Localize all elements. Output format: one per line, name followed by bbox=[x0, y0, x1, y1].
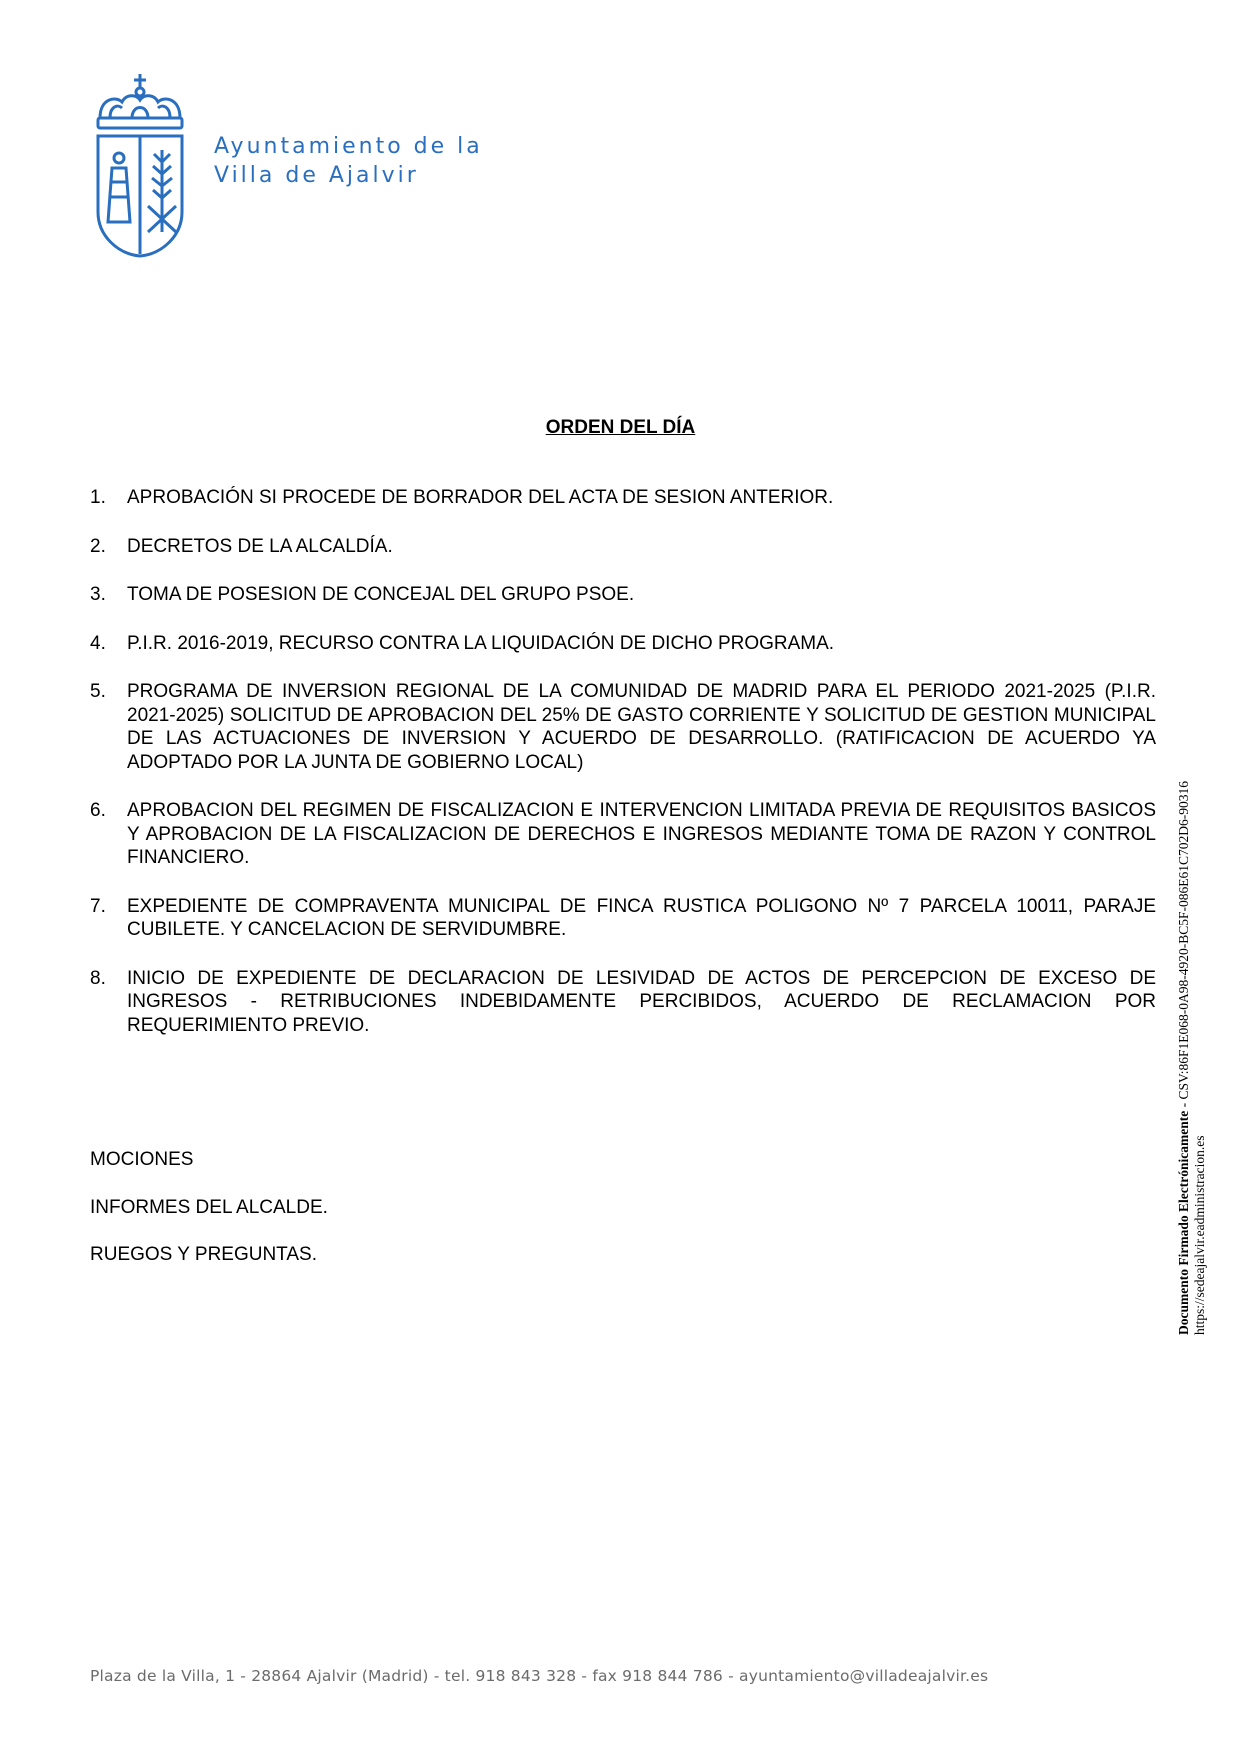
stamp-url[interactable]: https://sedeajalvir.eadministracion.es bbox=[1192, 1135, 1207, 1335]
agenda-item-number: 1. bbox=[90, 487, 106, 508]
closing-sections bbox=[90, 1148, 328, 1291]
section-ruegos: RUEGOS Y PREGUNTAS. bbox=[90, 1244, 317, 1265]
agenda-item bbox=[90, 583, 1156, 607]
organization-name bbox=[214, 132, 483, 190]
section-informes: INFORMES DEL ALCALDE. bbox=[90, 1196, 328, 1218]
agenda-item bbox=[90, 799, 1156, 870]
agenda-item-text: APROBACIÓN SI PROCEDE DE BORRADOR DEL ACTA DE SESION ANTERIOR. bbox=[127, 487, 834, 508]
page-title: ORDEN DEL DÍA bbox=[545, 417, 696, 438]
agenda-item bbox=[90, 486, 1156, 510]
stamp-csv: - CSV:86F1E068-0A98-4920-BC5F-086E61C702D6-90316 bbox=[1176, 781, 1191, 1111]
agenda-item-number: 2. bbox=[90, 535, 106, 557]
section-mociones: MOCIONES bbox=[90, 1149, 194, 1170]
agenda-item-text: EXPEDIENTE DE COMPRAVENTA MUNICIPAL DE FINCA RUSTICA POLIGONO Nº 7 PARCELA 10011, PARAJE CUBILETE. Y CANCELACION DE SERVIDUMBRE. bbox=[127, 895, 1156, 940]
agenda-item bbox=[90, 680, 1156, 774]
agenda-item-number: 4. bbox=[90, 632, 106, 654]
org-name-line2: Villa de Ajalvir bbox=[214, 163, 419, 188]
agenda-item-text: APROBACION DEL REGIMEN DE FISCALIZACION E INTERVENCION LIMITADA PREVIA DE REQUISITOS BASICOS Y APROBACION DE LA FISCALIZACION DE DERECHOS E INGRESOS MEDIANTE TOMA DE RAZON Y CONTROL FINANCIERO. bbox=[127, 800, 1156, 868]
agenda-item-text: TOMA DE POSESION DE CONCEJAL DEL GRUPO PSOE. bbox=[127, 584, 635, 605]
signature-stamp bbox=[1176, 781, 1208, 1335]
agenda-list bbox=[90, 486, 1156, 1062]
agenda-item bbox=[90, 967, 1156, 1038]
agenda-item-number: 8. bbox=[90, 967, 106, 989]
agenda-item bbox=[90, 535, 1156, 559]
agenda-item-number: 6. bbox=[90, 800, 106, 821]
agenda-item-text: PROGRAMA DE INVERSION REGIONAL DE LA COMUNIDAD DE MADRID PARA EL PERIODO 2021-2025 (P.I.R. 2021-2025) SOLICITUD DE APROBACION DEL 25% DE GASTO CORRIENTE Y SOLICITUD DE GESTION MUNICIPAL DE LAS ACTUACIONES DE INVERSION Y ACUERDO DE DESARROLLO. (RATIFICACION DE ACUERDO YA ADOPTADO POR LA JUNTA DE GOBIERNO LOCAL) bbox=[127, 681, 1156, 773]
agenda-item-text: DECRETOS DE LA ALCALDÍA. bbox=[127, 535, 393, 557]
footer-contact: Plaza de la Villa, 1 - 28864 Ajalvir (Madrid) - tel. 918 843 328 - fax 918 844 786 - ayuntamiento@villadeajalvir.es bbox=[90, 1667, 989, 1685]
stamp-line1 bbox=[1176, 781, 1192, 1335]
stamp-label: Documento Firmado Electrónicamente bbox=[1176, 1110, 1191, 1335]
agenda-item bbox=[90, 895, 1156, 942]
coat-of-arms-icon bbox=[92, 72, 188, 258]
agenda-item-number: 5. bbox=[90, 681, 106, 702]
agenda-item-number: 3. bbox=[90, 584, 106, 605]
agenda-item-number: 7. bbox=[90, 895, 106, 917]
org-name-line1: Ayuntamiento de la bbox=[214, 134, 483, 159]
agenda-item-text: INICIO DE EXPEDIENTE DE DECLARACION DE LESIVIDAD DE ACTOS DE PERCEPCION DE EXCESO DE INGRESOS - RETRIBUCIONES INDEBIDAMENTE PERCIBIDOS, ACUERDO DE RECLAMACION POR REQUERIMIENTO PREVIO. bbox=[127, 967, 1156, 1036]
agenda-item bbox=[90, 632, 1156, 656]
agenda-item-text: P.I.R. 2016-2019, RECURSO CONTRA LA LIQUIDACIÓN DE DICHO PROGRAMA. bbox=[127, 632, 835, 654]
